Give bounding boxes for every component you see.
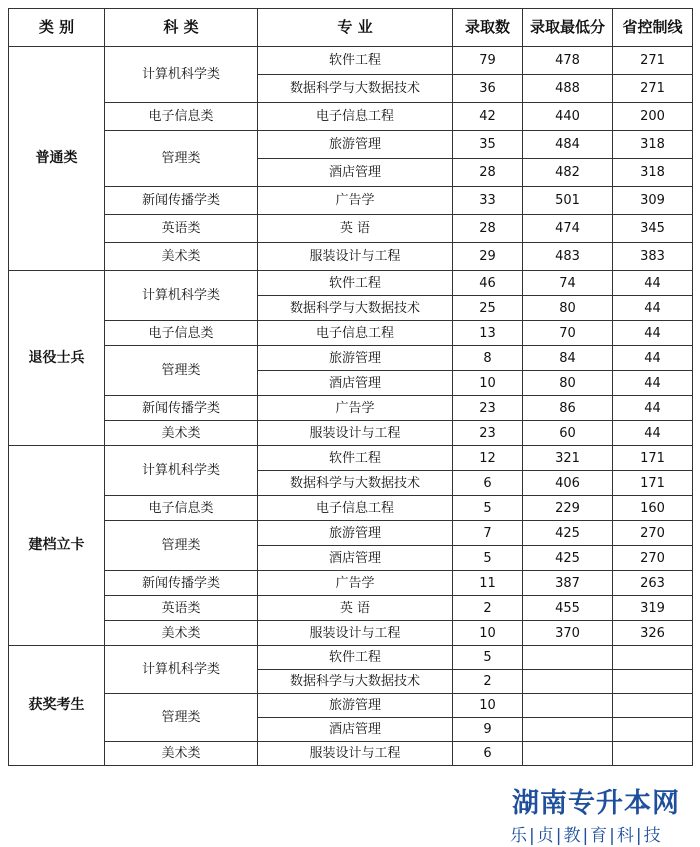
admitted-count-cell: 35 [453,131,523,159]
category-cell: 普通类 [9,47,105,271]
min-score-cell: 478 [523,47,613,75]
admitted-count-cell: 10 [453,371,523,396]
subject-cell: 管理类 [105,521,258,571]
admitted-count-cell: 79 [453,47,523,75]
category-cell: 退役士兵 [9,271,105,446]
control-line-cell: 44 [613,271,693,296]
min-score-cell: 488 [523,75,613,103]
major-cell: 广告学 [258,571,453,596]
admitted-count-cell: 23 [453,396,523,421]
table-header [9,9,693,47]
admitted-count-cell: 10 [453,621,523,646]
min-score-cell: 229 [523,496,613,521]
major-cell: 服装设计与工程 [258,243,453,271]
table-row [9,396,693,421]
subject-cell: 电子信息类 [105,496,258,521]
control-line-cell: 263 [613,571,693,596]
control-line-cell: 271 [613,75,693,103]
major-cell: 酒店管理 [258,159,453,187]
admitted-count-cell: 6 [453,471,523,496]
subject-cell: 新闻传播学类 [105,571,258,596]
major-cell: 酒店管理 [258,546,453,571]
min-score-cell: 501 [523,187,613,215]
subject-cell: 管理类 [105,694,258,742]
admitted-count-cell: 5 [453,546,523,571]
control-line-cell: 271 [613,47,693,75]
control-line-cell: 318 [613,131,693,159]
table-row [9,742,693,766]
subject-cell: 新闻传播学类 [105,187,258,215]
min-score-cell: 74 [523,271,613,296]
control-line-cell: 309 [613,187,693,215]
control-line-cell: 44 [613,371,693,396]
control-line-cell: 44 [613,321,693,346]
min-score-cell: 60 [523,421,613,446]
subject-cell: 美术类 [105,243,258,271]
major-cell: 服装设计与工程 [258,421,453,446]
major-cell: 广告学 [258,187,453,215]
major-cell: 电子信息工程 [258,496,453,521]
admitted-count-cell: 13 [453,321,523,346]
control-line-cell [613,670,693,694]
major-cell: 广告学 [258,396,453,421]
admitted-count-cell: 36 [453,75,523,103]
admitted-count-cell: 25 [453,296,523,321]
table-row [9,321,693,346]
subject-cell: 电子信息类 [105,103,258,131]
control-line-cell: 270 [613,546,693,571]
admitted-count-cell: 12 [453,446,523,471]
major-cell: 酒店管理 [258,371,453,396]
admitted-count-cell: 10 [453,694,523,718]
table-row [9,521,693,546]
subject-cell: 管理类 [105,346,258,396]
control-line-cell: 326 [613,621,693,646]
control-line-cell: 171 [613,446,693,471]
admitted-count-cell: 46 [453,271,523,296]
table-body [9,47,693,766]
min-score-cell [523,718,613,742]
control-line-cell: 319 [613,596,693,621]
min-score-cell [523,742,613,766]
watermark-logo [504,779,700,847]
min-score-cell: 440 [523,103,613,131]
min-score-cell: 387 [523,571,613,596]
subject-cell: 电子信息类 [105,321,258,346]
min-score-cell [523,670,613,694]
major-cell: 服装设计与工程 [258,742,453,766]
min-score-cell: 84 [523,346,613,371]
major-cell: 旅游管理 [258,521,453,546]
subject-cell: 美术类 [105,421,258,446]
table-row [9,421,693,446]
admitted-count-cell: 9 [453,718,523,742]
table-row [9,243,693,271]
control-line-cell [613,646,693,670]
control-line-cell: 383 [613,243,693,271]
min-score-cell: 474 [523,215,613,243]
table-row [9,446,693,471]
admitted-count-cell: 7 [453,521,523,546]
control-line-cell [613,694,693,718]
control-line-cell: 160 [613,496,693,521]
category-cell: 建档立卡 [9,446,105,646]
min-score-cell: 80 [523,371,613,396]
major-cell: 旅游管理 [258,694,453,718]
admitted-count-cell: 42 [453,103,523,131]
table-row [9,131,693,159]
control-line-cell: 200 [613,103,693,131]
admitted-count-cell: 11 [453,571,523,596]
table-row [9,621,693,646]
header-control-line: 省控制线 [613,9,693,47]
major-cell: 英 语 [258,596,453,621]
major-cell: 数据科学与大数据技术 [258,670,453,694]
subject-cell: 计算机科学类 [105,271,258,321]
min-score-cell: 321 [523,446,613,471]
admitted-count-cell: 33 [453,187,523,215]
admitted-count-cell: 28 [453,215,523,243]
major-cell: 数据科学与大数据技术 [258,471,453,496]
major-cell: 数据科学与大数据技术 [258,296,453,321]
subject-cell: 英语类 [105,215,258,243]
control-line-cell: 318 [613,159,693,187]
table-row [9,215,693,243]
min-score-cell [523,646,613,670]
admitted-count-cell: 29 [453,243,523,271]
subject-cell: 新闻传播学类 [105,396,258,421]
header-admitted-count: 录取数 [453,9,523,47]
table-row [9,694,693,718]
min-score-cell: 425 [523,521,613,546]
major-cell: 服装设计与工程 [258,621,453,646]
control-line-cell [613,718,693,742]
min-score-cell: 86 [523,396,613,421]
control-line-cell: 270 [613,521,693,546]
subject-cell: 计算机科学类 [105,646,258,694]
major-cell: 酒店管理 [258,718,453,742]
major-cell: 电子信息工程 [258,103,453,131]
table-row [9,571,693,596]
admitted-count-cell: 23 [453,421,523,446]
admitted-count-cell: 8 [453,346,523,371]
min-score-cell: 425 [523,546,613,571]
control-line-cell: 44 [613,296,693,321]
watermark-subtitle: 乐|贞|教|育|科|技 [510,826,663,846]
admitted-count-cell: 28 [453,159,523,187]
subject-cell: 计算机科学类 [105,446,258,496]
header-category: 类 别 [9,9,105,47]
subject-cell: 计算机科学类 [105,47,258,103]
major-cell: 旅游管理 [258,346,453,371]
min-score-cell: 70 [523,321,613,346]
table-row [9,47,693,75]
min-score-cell: 455 [523,596,613,621]
major-cell: 电子信息工程 [258,321,453,346]
admission-table [8,8,693,766]
table-row [9,346,693,371]
table-row [9,596,693,621]
control-line-cell [613,742,693,766]
major-cell: 英 语 [258,215,453,243]
subject-cell: 美术类 [105,621,258,646]
admitted-count-cell: 5 [453,646,523,670]
min-score-cell [523,694,613,718]
watermark-title: 湖南专升本网 [512,788,680,819]
subject-cell: 管理类 [105,131,258,187]
table-row [9,187,693,215]
header-major: 专 业 [258,9,453,47]
major-cell: 软件工程 [258,646,453,670]
control-line-cell: 44 [613,396,693,421]
control-line-cell: 44 [613,421,693,446]
min-score-cell: 406 [523,471,613,496]
category-cell: 获奖考生 [9,646,105,766]
min-score-cell: 484 [523,131,613,159]
subject-cell: 美术类 [105,742,258,766]
min-score-cell: 370 [523,621,613,646]
admitted-count-cell: 5 [453,496,523,521]
table-row [9,496,693,521]
subject-cell: 英语类 [105,596,258,621]
major-cell: 软件工程 [258,47,453,75]
min-score-cell: 80 [523,296,613,321]
control-line-cell: 44 [613,346,693,371]
min-score-cell: 483 [523,243,613,271]
major-cell: 旅游管理 [258,131,453,159]
table-row [9,103,693,131]
admitted-count-cell: 6 [453,742,523,766]
admitted-count-cell: 2 [453,670,523,694]
control-line-cell: 171 [613,471,693,496]
control-line-cell: 345 [613,215,693,243]
header-subject: 科 类 [105,9,258,47]
min-score-cell: 482 [523,159,613,187]
table-row [9,271,693,296]
header-min-score: 录取最低分 [523,9,613,47]
major-cell: 软件工程 [258,446,453,471]
major-cell: 数据科学与大数据技术 [258,75,453,103]
table-row [9,646,693,670]
admitted-count-cell: 2 [453,596,523,621]
major-cell: 软件工程 [258,271,453,296]
